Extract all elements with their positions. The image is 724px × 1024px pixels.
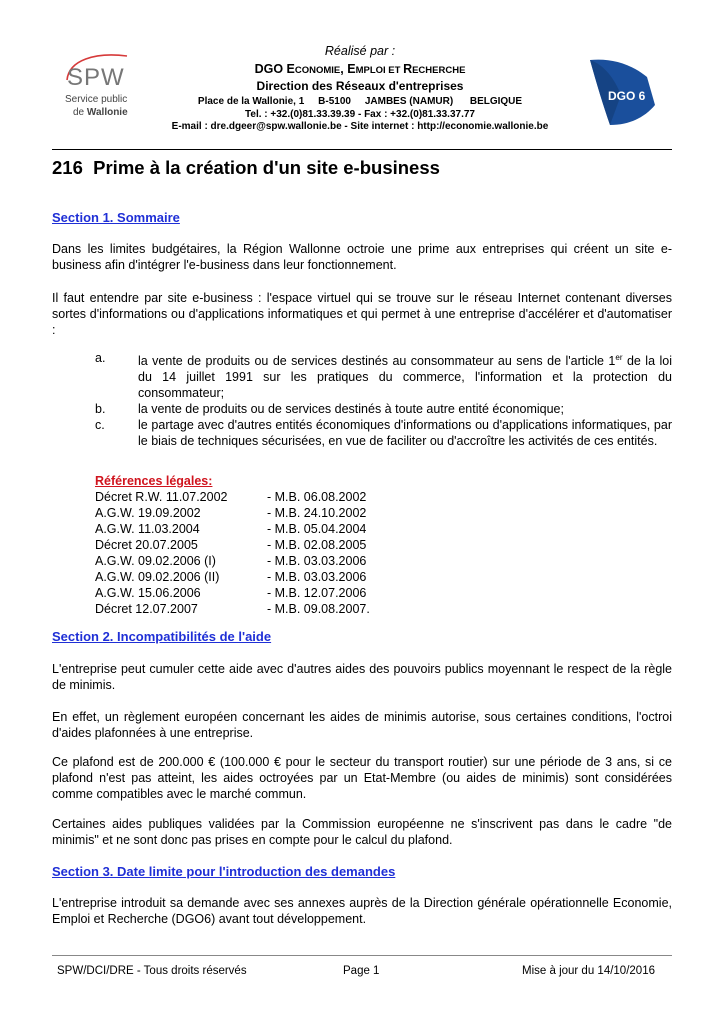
list-item-c: c. le partage avec d'autres entités économiques d'informations ou d'applications informatiques, par le biais de techniques sécurisées, en vue de faciliter ou d'accroître les activités de ces entités. xyxy=(95,418,672,449)
section1-heading: Section 1. Sommaire xyxy=(52,210,180,225)
address: Place de la Wallonie, 1 B-5100 JAMBES (NAMUR) BELGIQUE xyxy=(197,96,523,107)
footer-page: Page 1 xyxy=(343,965,380,977)
section2-p1: L'entreprise peut cumuler cette aide avec d'autres aides des pouvoirs publics moyennant le respect de la règle de minimis. xyxy=(52,662,672,692)
list-item-a: a. la vente de produits ou de services destinés au consommateur au sens de l'article 1er de la loi du 14 juillet 1991 sur les pratiques du commerce, l'information et la protection du consommateur; xyxy=(95,351,672,401)
ref-row: A.G.W. 09.02.2006 (I) - M.B. 03.03.2006 xyxy=(95,554,367,568)
spw-logo-line2: de Wallonie xyxy=(73,107,128,118)
spw-logo-name: SPW xyxy=(67,64,125,91)
spw-logo-line1: Service public xyxy=(65,94,128,105)
direction: Direction des Réseaux d'entreprises xyxy=(256,79,464,93)
spw-logo xyxy=(55,50,145,125)
tel-fax: Tel. : +32.(0)81.33.39.39 - Fax : +32.(0)81.33.37.77 xyxy=(245,109,475,120)
footer-updated: Mise à jour du 14/10/2016 xyxy=(522,965,655,977)
list-item-b: b. la vente de produits ou de services destinés à toute autre entité économique; xyxy=(95,402,564,417)
section3-p1: L'entreprise introduit sa demande avec ses annexes auprès de la Direction générale opérationnelle Economie, Emploi et Recherche (DGO6) avant tout développement. xyxy=(52,896,672,926)
dgo-name: DGO ECONOMIE, EMPLOI ET RECHERCHE xyxy=(254,62,466,76)
email-site: E-mail : dre.dgeer@spw.wallonie.be - Site internet : http://economie.wallonie.be xyxy=(171,121,549,132)
section2-p3: Ce plafond est de 200.000 € (100.000 € pour le secteur du transport routier) sur une période de 3 ans, si ce plafond n'est pas atteint, les aides octroyées par un Etat-Membre (ou aides de minimis) sont considérées comme compatibles avec le marché commun. xyxy=(52,755,672,801)
ref-row: A.G.W. 19.09.2002 - M.B. 24.10.2002 xyxy=(95,506,367,520)
footer-left: SPW/DCI/DRE - Tous droits réservés xyxy=(57,965,247,977)
header-divider xyxy=(52,149,672,150)
page-title: 216 Prime à la création d'un site e-business xyxy=(52,157,440,178)
section3-heading: Section 3. Date limite pour l'introduction des demandes xyxy=(52,864,396,879)
section2-p4: Certaines aides publiques validées par la Commission européenne ne s'inscrivent pas dans le cadre "de minimis" et ne sont donc pas prises en compte pour le calcul du plafond. xyxy=(52,817,672,847)
ref-row: A.G.W. 15.06.2006 - M.B. 12.07.2006 xyxy=(95,586,367,600)
section1-p1: Dans les limites budgétaires, la Région Wallonne octroie une prime aux entreprises qui créent un site e-business afin d'intégrer l'e-business dans leur fonctionnement. xyxy=(52,242,672,272)
ref-row: Décret 20.07.2005 - M.B. 02.08.2005 xyxy=(95,538,367,552)
section1-p2: Il faut entendre par site e-business : l'espace virtuel qui se trouve sur le réseau Internet contenant diverses sortes d'informations ou d'applications informatiques et qui permet à une entreprise d'accélérer et d'automatiser : xyxy=(52,291,672,337)
ref-row: A.G.W. 09.02.2006 (II) - M.B. 03.03.2006 xyxy=(95,570,367,584)
section2-heading: Section 2. Incompatibilités de l'aide xyxy=(52,629,272,644)
ref-row: A.G.W. 11.03.2004 - M.B. 05.04.2004 xyxy=(95,522,367,536)
section1-list xyxy=(95,350,672,449)
dgo6-logo-text: DGO 6 xyxy=(608,89,646,103)
footer-divider xyxy=(52,955,672,956)
refs-heading: Références légales: xyxy=(95,474,213,488)
ref-row: Décret R.W. 11.07.2002 - M.B. 06.08.2002 xyxy=(95,490,367,504)
realise-par: Réalisé par : xyxy=(324,44,396,58)
ref-row: Décret 12.07.2007 - M.B. 09.08.2007. xyxy=(95,602,370,616)
refs-block xyxy=(95,473,370,617)
section2-p2: En effet, un règlement européen concernant les aides de minimis autorise, sous certaines conditions, l'octroi d'aides plafonnées à une entreprise. xyxy=(52,710,672,740)
dgo6-logo xyxy=(585,55,660,130)
